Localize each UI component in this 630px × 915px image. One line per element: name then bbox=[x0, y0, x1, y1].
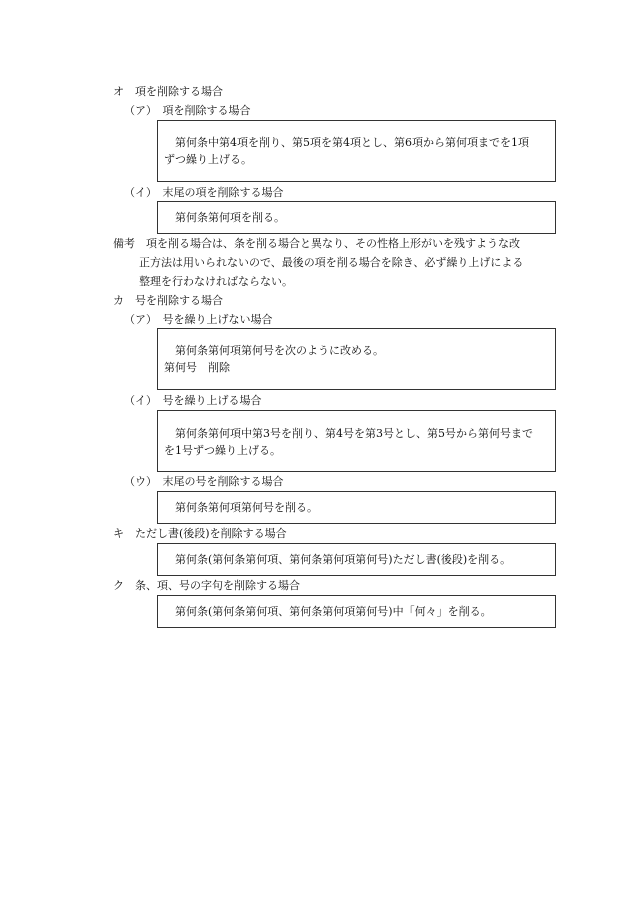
subheading-ka-i: （イ） 号を繰り上げる場合 bbox=[124, 394, 262, 407]
example-text: 第何条第何項第何号を削る。 bbox=[175, 501, 318, 514]
subheading-ka-a: （ア） 号を繰り上げない場合 bbox=[124, 313, 273, 326]
example-box-o-i bbox=[157, 201, 556, 234]
example-text: 第何号 削除 bbox=[164, 361, 230, 374]
example-box-o-a bbox=[157, 120, 556, 182]
heading-ku: ク 条、項、号の字句を削除する場合 bbox=[113, 579, 300, 592]
example-text: 第何条第何項中第3号を削り、第4号を第3号とし、第5号から第何号まで bbox=[175, 427, 533, 440]
example-box-ka-u bbox=[157, 491, 556, 524]
subheading-o-a: （ア） 項を削除する場合 bbox=[124, 104, 251, 117]
example-box-ka-a bbox=[157, 328, 556, 390]
example-text: 第何条(第何条第何項、第何条第何項第何号)中「何々」を削る。 bbox=[175, 605, 492, 618]
subheading-o-i: （イ） 末尾の項を削除する場合 bbox=[124, 186, 284, 199]
note-line-3: 整理を行わなければならない。 bbox=[139, 275, 293, 288]
note-line-1: 備考 項を削る場合は、条を削る場合と異なり、その性格上形がいを残すような改 bbox=[113, 237, 520, 250]
example-text: 第何条(第何条第何項、第何条第何項第何号)ただし書(後段)を削る。 bbox=[175, 553, 512, 566]
example-text: ずつ繰り上げる。 bbox=[164, 153, 252, 166]
example-box-ku bbox=[157, 595, 556, 628]
heading-ka: カ 号を削除する場合 bbox=[113, 294, 223, 307]
subheading-ka-u: （ウ） 末尾の号を削除する場合 bbox=[124, 475, 284, 488]
example-box-ka-i bbox=[157, 410, 556, 472]
example-text: 第何条第何項第何号を次のように改める。 bbox=[175, 344, 384, 357]
example-text: を1号ずつ繰り上げる。 bbox=[164, 444, 281, 457]
example-text: 第何条中第4項を削り、第5項を第4項とし、第6項から第何項までを1項 bbox=[175, 136, 529, 149]
heading-o: オ 項を削除する場合 bbox=[113, 85, 223, 98]
example-box-ki bbox=[157, 543, 556, 576]
heading-ki: キ ただし書(後段)を削除する場合 bbox=[113, 527, 287, 540]
note-line-2: 正方法は用いられないので、最後の項を削る場合を除き、必ず繰り上げによる bbox=[139, 256, 524, 269]
example-text: 第何条第何項を削る。 bbox=[175, 211, 285, 224]
